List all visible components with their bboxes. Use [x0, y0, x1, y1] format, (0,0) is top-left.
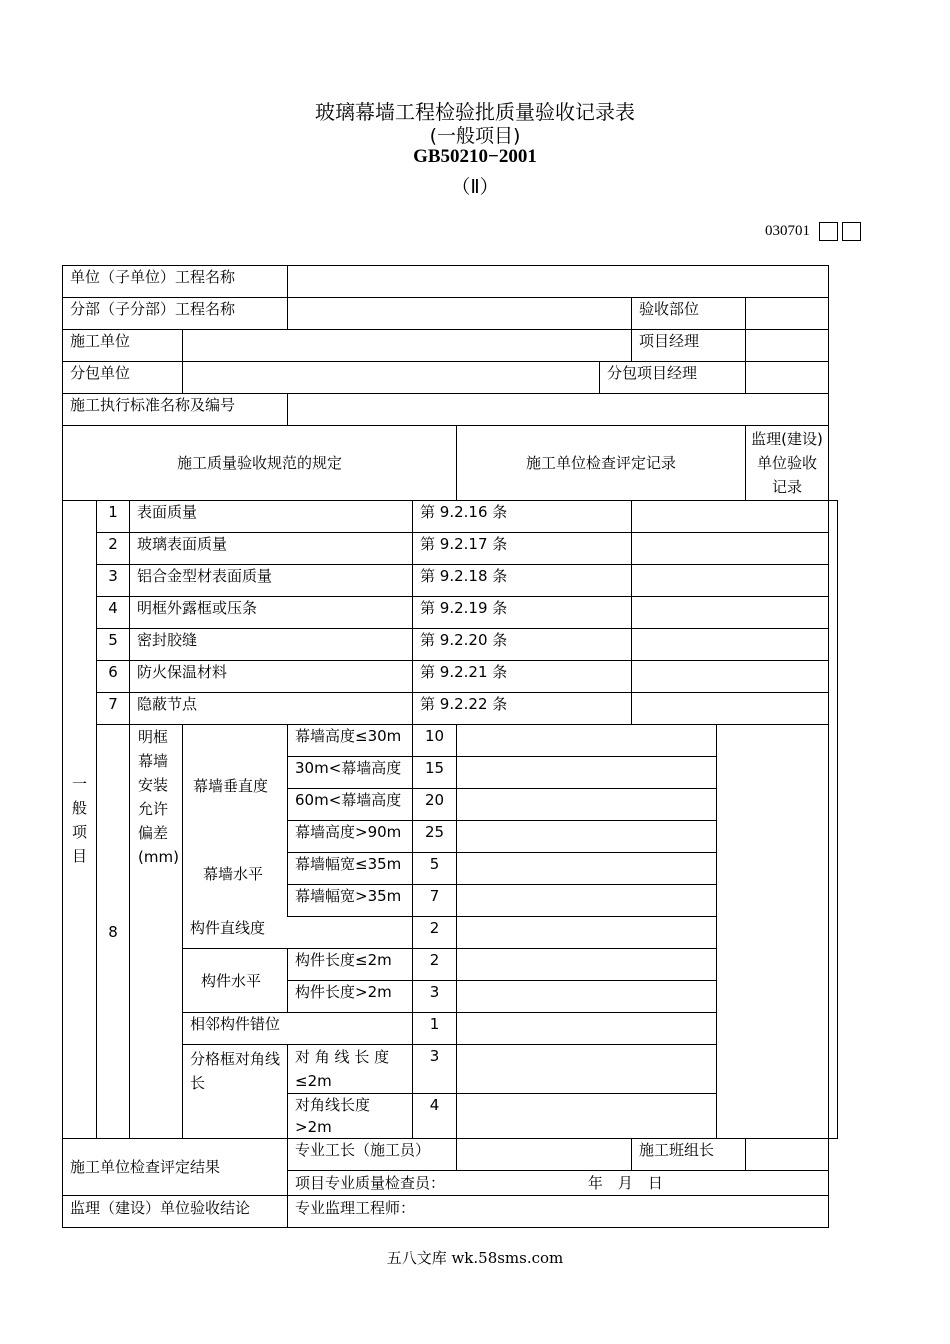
supervision-conclusion-label: 监理（建设）单位验收结论: [63, 1196, 288, 1228]
form-code-box-2[interactable]: [842, 222, 861, 241]
check-record-cell[interactable]: [457, 757, 717, 789]
item-name: 防火保温材料: [130, 661, 413, 693]
check-record-cell[interactable]: [457, 821, 717, 853]
allowance-cell: 20: [413, 789, 457, 821]
acceptance-part-field[interactable]: [746, 298, 829, 330]
check-record-cell[interactable]: [457, 725, 717, 757]
allowance-cell: 1: [413, 1013, 457, 1045]
condition-cell: 幕墙高度≤30m: [288, 725, 413, 757]
check-record-cell[interactable]: [457, 1013, 717, 1045]
standard-label: 施工执行标准名称及编号: [63, 394, 288, 426]
subcontractor-field[interactable]: [183, 362, 600, 394]
item-name: 玻璃表面质量: [130, 533, 413, 565]
check-record-column-header: 施工单位检查评定记录: [457, 426, 746, 501]
foreman-field[interactable]: [457, 1139, 632, 1171]
item-no: 5: [97, 629, 130, 661]
diagonal-label: 分格框对角线长: [183, 1045, 288, 1139]
item-name: 明框外露框或压条: [130, 597, 413, 629]
project-name-field[interactable]: [288, 266, 829, 298]
check-record-cell[interactable]: [632, 501, 829, 533]
condition-cell: 30m<幕墙高度: [288, 757, 413, 789]
condition-cell: 对 角 线 长 度 ≤2m: [288, 1045, 413, 1094]
allowance-cell: 25: [413, 821, 457, 853]
sub-manager-field[interactable]: [746, 362, 829, 394]
subproject-field[interactable]: [288, 298, 632, 330]
allowance-cell: 3: [413, 981, 457, 1013]
subcontractor-label: 分包单位: [63, 362, 183, 394]
spec-column-header: 施工质量验收规范的规定: [63, 426, 457, 501]
adjacent-offset-label: 相邻构件错位: [183, 1013, 413, 1045]
form-title: 玻璃幕墙工程检验批质量验收记录表: [315, 100, 635, 124]
deviation-category: 明框幕墙安装允许偏差(mm): [130, 725, 183, 1139]
supervising-engineer-field[interactable]: 专业监理工程师：: [288, 1196, 829, 1228]
section-label-general: 一般项目: [63, 501, 97, 1139]
form-code-box-1[interactable]: [819, 222, 838, 241]
check-record-cell[interactable]: [457, 1045, 717, 1094]
check-record-cell[interactable]: [457, 789, 717, 821]
form-code: 030701: [765, 223, 810, 239]
standard-code: GB50210−2001: [413, 146, 537, 167]
form-subtitle: (一般项目): [429, 125, 521, 147]
project-name-label: 单位（子单位）工程名称: [63, 266, 288, 298]
allowance-cell: 7: [413, 885, 457, 917]
supervision-record-cell[interactable]: [829, 501, 838, 1139]
item-name: 表面质量: [130, 501, 413, 533]
item-clause: 第 9.2.22 条: [413, 693, 632, 725]
item-clause: 第 9.2.20 条: [413, 629, 632, 661]
condition-cell: 构件长度≤2m: [288, 949, 413, 981]
inspector-signature-row[interactable]: [288, 1171, 829, 1196]
check-record-cell[interactable]: [632, 629, 829, 661]
item-clause: 第 9.2.16 条: [413, 501, 632, 533]
condition-cell: 对角线长度>2m: [288, 1094, 413, 1139]
constructor-label: 施工单位: [63, 330, 183, 362]
condition-cell: 60m<幕墙高度: [288, 789, 413, 821]
supervision-column-header: 监理(建设)单位验收记录: [746, 426, 829, 501]
check-record-cell[interactable]: [632, 565, 829, 597]
condition-cell: 幕墙幅宽>35m: [288, 885, 413, 917]
item-no: 4: [97, 597, 130, 629]
item-no: 3: [97, 565, 130, 597]
allowance-cell: 2: [413, 917, 457, 949]
check-record-cell[interactable]: [457, 1094, 717, 1139]
group-vertical-label: 幕墙垂直度: [193, 777, 269, 795]
subproject-label: 分部（子分部）工程名称: [63, 298, 288, 330]
check-record-cell[interactable]: [632, 533, 829, 565]
item-no: 7: [97, 693, 130, 725]
item-no: 1: [97, 501, 130, 533]
item-clause: 第 9.2.19 条: [413, 597, 632, 629]
item-name: 隐蔽节点: [130, 693, 413, 725]
acceptance-part-label: 验收部位: [632, 298, 746, 330]
standard-field[interactable]: [288, 394, 829, 426]
check-record-cell[interactable]: [457, 981, 717, 1013]
item-name: 铝合金型材表面质量: [130, 565, 413, 597]
condition-cell: 幕墙幅宽≤35m: [288, 853, 413, 885]
check-record-cell[interactable]: [632, 597, 829, 629]
project-manager-field[interactable]: [746, 330, 829, 362]
member-straightness-label: 构件直线度: [183, 917, 413, 949]
project-manager-label: 项目经理: [632, 330, 746, 362]
allowance-cell: 15: [413, 757, 457, 789]
allowance-cell: 10: [413, 725, 457, 757]
team-leader-label: 施工班组长: [632, 1139, 746, 1171]
part-number: （Ⅱ）: [451, 177, 499, 198]
sub-manager-label: 分包项目经理: [600, 362, 746, 394]
item-clause: 第 9.2.17 条: [413, 533, 632, 565]
inspector-label: 项目专业质量检查员：: [295, 1174, 446, 1192]
team-leader-field[interactable]: [746, 1139, 829, 1171]
allowance-cell: 4: [413, 1094, 457, 1139]
check-record-cell[interactable]: [457, 853, 717, 885]
allowance-cell: 3: [413, 1045, 457, 1094]
watermark-footer: 五八文库 wk.58sms.com: [386, 1249, 564, 1267]
check-result-label: 施工单位检查评定结果: [63, 1139, 288, 1196]
check-record-cell[interactable]: [632, 661, 829, 693]
item-name: 密封胶缝: [130, 629, 413, 661]
check-record-cell[interactable]: [457, 917, 717, 949]
member-horizontal-label: 构件水平: [183, 949, 288, 1013]
check-record-cell[interactable]: [457, 949, 717, 981]
item-clause: 第 9.2.21 条: [413, 661, 632, 693]
condition-cell: 幕墙高度>90m: [288, 821, 413, 853]
inspection-record-table: [62, 265, 838, 1228]
tolerance-group-wall: [183, 725, 288, 917]
constructor-field[interactable]: [183, 330, 632, 362]
foreman-label: 专业工长（施工员）: [288, 1139, 457, 1171]
allowance-cell: 5: [413, 853, 457, 885]
item-no: 6: [97, 661, 130, 693]
item-clause: 第 9.2.18 条: [413, 565, 632, 597]
item-no: 2: [97, 533, 130, 565]
check-record-cell[interactable]: [457, 885, 717, 917]
check-record-cell[interactable]: [632, 693, 829, 725]
date-label: 年 月 日: [587, 1174, 663, 1192]
item-no: 8: [97, 725, 130, 1139]
condition-cell: 构件长度>2m: [288, 981, 413, 1013]
allowance-cell: 2: [413, 949, 457, 981]
group-horizontal-label: 幕墙水平: [203, 865, 264, 883]
